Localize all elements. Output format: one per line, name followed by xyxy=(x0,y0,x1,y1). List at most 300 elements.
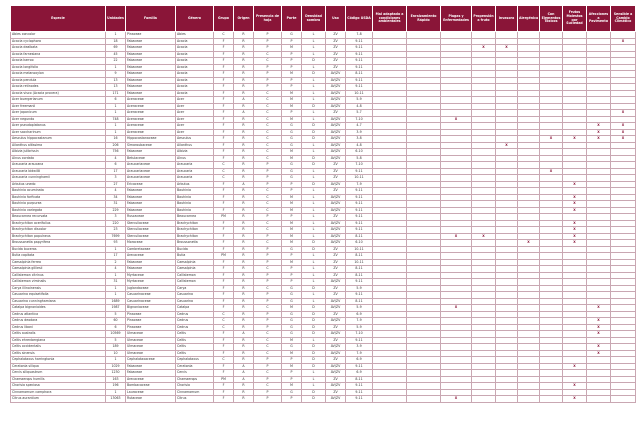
table-cell: AV/ZV xyxy=(326,116,346,123)
table-cell: 9-11 xyxy=(346,84,373,91)
table-cell: M xyxy=(282,240,302,247)
table-cell: X xyxy=(611,38,636,45)
table-cell: C xyxy=(254,227,282,234)
table-cell: G xyxy=(282,298,302,305)
table-cell: F xyxy=(214,64,234,71)
table-cell: 9-11 xyxy=(346,279,373,286)
table-cell: Celtis xyxy=(176,337,214,344)
column-header: Grupo xyxy=(214,6,234,32)
table-cell: L xyxy=(302,38,326,45)
table-cell: P xyxy=(254,162,282,169)
table-cell: M xyxy=(282,337,302,344)
table-cell: L xyxy=(302,376,326,383)
table-cell: Fabaceae xyxy=(126,201,176,208)
table-cell: F xyxy=(214,181,234,188)
table-cell: X xyxy=(441,233,472,240)
table-cell: P xyxy=(254,77,282,84)
table-cell: R xyxy=(234,279,254,286)
table-cell: X xyxy=(611,136,636,143)
table-cell: C xyxy=(254,142,282,149)
table-cell: L xyxy=(302,227,326,234)
table-cell: Caesalpinia gilliesii xyxy=(11,266,106,273)
table-cell: A xyxy=(234,181,254,188)
table-cell: X xyxy=(587,136,611,143)
species-table-sheet xyxy=(10,5,633,403)
table-cell: Cedrus atlantica xyxy=(11,311,106,318)
table-cell: F xyxy=(214,77,234,84)
table-cell: P xyxy=(282,272,302,279)
table-cell: ZV xyxy=(326,110,346,117)
table-cell: F xyxy=(214,84,234,91)
table-cell: X xyxy=(587,331,611,338)
table-cell: P xyxy=(254,389,282,396)
table-cell: F xyxy=(214,142,234,149)
table-cell: F xyxy=(214,90,234,97)
table-cell: 7-10 xyxy=(346,116,373,123)
column-header: Porte xyxy=(282,6,302,32)
table-cell: 220 xyxy=(106,220,126,227)
table-cell: 9-11 xyxy=(346,64,373,71)
table-cell: P xyxy=(254,279,282,286)
table-cell: AV/ZV xyxy=(326,123,346,130)
table-cell: 196 xyxy=(106,383,126,390)
table-cell: D xyxy=(302,71,326,78)
table-cell: F xyxy=(214,207,234,214)
table-cell: 6 xyxy=(106,162,126,169)
table-cell: 9-11 xyxy=(346,77,373,84)
table-cell: 4 xyxy=(106,266,126,273)
column-header: Origen xyxy=(234,6,254,32)
table-cell: A xyxy=(234,363,254,370)
table-cell: Araucaria araucana xyxy=(11,162,106,169)
table-cell: Araucaria xyxy=(176,168,214,175)
table-cell: Aesculus hippocastanum xyxy=(11,136,106,143)
table-cell: AV/ZV xyxy=(326,77,346,84)
table-cell: X xyxy=(563,181,587,188)
table-cell: X xyxy=(587,129,611,136)
table-cell: F xyxy=(214,233,234,240)
table-cell: M xyxy=(282,305,302,312)
table-cell: 756 xyxy=(106,149,126,156)
table-cell: R xyxy=(234,136,254,143)
table-cell: Aceraceae xyxy=(126,97,176,104)
table-cell: Caesalpinia ferrea xyxy=(11,259,106,266)
table-cell: 2 xyxy=(106,259,126,266)
table-cell: 60 xyxy=(106,318,126,325)
table-cell: Ailanthus xyxy=(176,142,214,149)
table-cell xyxy=(540,396,563,403)
table-cell: Acer saccharinum xyxy=(11,129,106,136)
table-cell: Celtis australis xyxy=(11,331,106,338)
table-cell: R xyxy=(234,168,254,175)
table-cell: 9-11 xyxy=(346,207,373,214)
table-cell: G xyxy=(282,129,302,136)
table-cell: Chorisia xyxy=(176,383,214,390)
table-cell: C xyxy=(254,123,282,130)
table-cell: D xyxy=(302,129,326,136)
table-cell: P xyxy=(254,363,282,370)
table-cell: F xyxy=(214,45,234,52)
table-cell: D xyxy=(302,311,326,318)
table-cell: Araucaria bidwillii xyxy=(11,168,106,175)
table-cell: Beaucarnea recurvata xyxy=(11,214,106,221)
table-cell: Acacia karroo xyxy=(11,58,106,65)
table-cell: Fabaceae xyxy=(126,194,176,201)
table-cell: AV/ZV xyxy=(326,370,346,377)
table-cell: F xyxy=(214,285,234,292)
table-cell: AV/ZV xyxy=(326,396,346,403)
table-cell: R xyxy=(234,305,254,312)
table-cell: P xyxy=(254,168,282,175)
table-cell: Fabaceae xyxy=(126,84,176,91)
table-cell: C xyxy=(214,318,234,325)
table-cell: Aceraceae xyxy=(126,110,176,117)
table-cell: R xyxy=(234,240,254,247)
table-cell: AV/ZV xyxy=(326,194,346,201)
table-cell: X xyxy=(563,194,587,201)
table-cell: Casuarina equisetifolia xyxy=(11,292,106,299)
table-cell: Juglandaceae xyxy=(126,285,176,292)
table-cell: L xyxy=(302,253,326,260)
table-cell: 18 xyxy=(106,38,126,45)
table-cell: Arecaceae xyxy=(126,376,176,383)
table-cell: 93 xyxy=(106,240,126,247)
table-cell: 4 xyxy=(106,155,126,162)
table-cell: L xyxy=(302,272,326,279)
table-cell: M xyxy=(282,350,302,357)
table-cell: L xyxy=(302,51,326,58)
table-cell: M xyxy=(282,97,302,104)
table-cell: L xyxy=(302,292,326,299)
table-cell: F xyxy=(214,396,234,403)
table-cell: R xyxy=(234,194,254,201)
column-header: Familia xyxy=(126,6,176,32)
table-cell: Acacia xyxy=(176,71,214,78)
table-cell: F xyxy=(214,123,234,130)
column-header: Afecciones a Pavimento xyxy=(587,6,611,32)
table-row xyxy=(11,396,636,403)
table-cell: Acer xyxy=(176,110,214,117)
table-cell: Aesculus xyxy=(176,136,214,143)
table-cell: Bauhinia xyxy=(176,201,214,208)
column-header: Especie xyxy=(11,6,106,32)
table-cell: P xyxy=(254,318,282,325)
table-cell: Brachychiton xyxy=(176,233,214,240)
table-cell: X xyxy=(563,363,587,370)
table-cell: P xyxy=(282,376,302,383)
table-cell: ZV xyxy=(326,311,346,318)
table-cell: G xyxy=(282,162,302,169)
table-cell: 3-9 xyxy=(346,344,373,351)
table-cell: 171 xyxy=(106,90,126,97)
table-cell: F xyxy=(214,389,234,396)
table-cell: Callistemon xyxy=(176,279,214,286)
table-cell: 5-9 xyxy=(346,324,373,331)
table-cell: D xyxy=(302,396,326,403)
table-cell: F xyxy=(214,279,234,286)
table-cell: C xyxy=(254,103,282,110)
table-cell: AV/ZV xyxy=(326,227,346,234)
table-cell: P xyxy=(254,214,282,221)
table-cell: 1029 xyxy=(106,363,126,370)
table-cell: P xyxy=(282,266,302,273)
table-cell: Broussonetia papyrifera xyxy=(11,240,106,247)
table-cell: X xyxy=(563,220,587,227)
table-cell: F xyxy=(214,337,234,344)
table-cell: F xyxy=(214,259,234,266)
column-header: Mal adaptado a condiciones ambientales xyxy=(373,6,407,32)
table-cell: L xyxy=(302,77,326,84)
table-cell: 9-11 xyxy=(346,389,373,396)
table-cell: 4-7 xyxy=(346,123,373,130)
table-cell: X xyxy=(611,123,636,130)
table-cell: L xyxy=(302,383,326,390)
table-cell: X xyxy=(563,207,587,214)
table-cell: 5-8 xyxy=(346,155,373,162)
table-cell: R xyxy=(234,389,254,396)
table-cell: X xyxy=(496,142,518,149)
table-cell: Pinaceae xyxy=(126,324,176,331)
table-cell: ZV xyxy=(326,32,346,39)
table-cell: Cedrus xyxy=(176,324,214,331)
table-cell: Acacia pendula xyxy=(11,77,106,84)
table-cell: Bauhinia forficata xyxy=(11,194,106,201)
table-cell: F xyxy=(214,292,234,299)
table-cell: Celtis sinensis xyxy=(11,350,106,357)
table-cell: Lauraceae xyxy=(126,389,176,396)
table-cell: AV/ZV xyxy=(326,129,346,136)
table-cell: 8-11 xyxy=(346,253,373,260)
table-cell: L xyxy=(302,207,326,214)
table-cell: M xyxy=(282,90,302,97)
table-cell: P xyxy=(254,324,282,331)
table-cell: P xyxy=(254,38,282,45)
table-cell: R xyxy=(234,357,254,364)
table-cell: Acacia melanoxylon xyxy=(11,71,106,78)
table-cell: P xyxy=(282,64,302,71)
table-cell: R xyxy=(234,64,254,71)
table-cell xyxy=(611,396,636,403)
table-cell: M xyxy=(282,155,302,162)
table-cell: ZV xyxy=(326,162,346,169)
table-cell: P xyxy=(282,370,302,377)
table-cell: 7-9 xyxy=(346,318,373,325)
table-cell: 10-11 xyxy=(346,175,373,182)
table-cell: ZV xyxy=(326,259,346,266)
table-cell: Fabaceae xyxy=(126,370,176,377)
table-cell: AV/ZV xyxy=(326,149,346,156)
table-cell: AV/ZV xyxy=(326,240,346,247)
table-cell: R xyxy=(234,344,254,351)
table-cell: Ceratonia siliqua xyxy=(11,363,106,370)
table-cell: D xyxy=(302,123,326,130)
table-cell: M xyxy=(282,201,302,208)
table-cell: AV/ZV xyxy=(326,71,346,78)
table-cell: Ulmaceae xyxy=(126,337,176,344)
table-cell: L xyxy=(302,116,326,123)
table-cell: C xyxy=(254,207,282,214)
table-cell: C xyxy=(254,58,282,65)
table-cell: C xyxy=(254,266,282,273)
table-cell: Albizia xyxy=(176,149,214,156)
table-cell: AV/ZV xyxy=(326,181,346,188)
table-cell: R xyxy=(234,116,254,123)
table-cell: P xyxy=(254,84,282,91)
table-cell: C xyxy=(254,149,282,156)
table-cell: 163 xyxy=(106,376,126,383)
table-cell: F xyxy=(214,331,234,338)
table-cell: 5-9 xyxy=(346,285,373,292)
table-cell: Sterculiaceae xyxy=(126,233,176,240)
table-cell: C xyxy=(214,311,234,318)
table-cell: Arbutus xyxy=(176,181,214,188)
table-cell: Rutaceae xyxy=(126,396,176,403)
table-cell: A xyxy=(234,376,254,383)
table-cell: 3 xyxy=(106,175,126,182)
table-cell: D xyxy=(302,363,326,370)
table-cell: Bauhinia purpurea xyxy=(11,201,106,208)
table-cell: X xyxy=(611,129,636,136)
table-cell: Arbutus unedo xyxy=(11,181,106,188)
table-cell: X xyxy=(518,240,540,247)
table-cell: Chorisia speciosa xyxy=(11,383,106,390)
table-cell: L xyxy=(302,279,326,286)
table-cell: F xyxy=(214,129,234,136)
table-cell: P xyxy=(282,51,302,58)
table-cell: Albizia julibrissin xyxy=(11,149,106,156)
table-cell: Myrtaceae xyxy=(126,279,176,286)
table-cell: 1 xyxy=(106,123,126,130)
table-cell: Acacia visco (Acacia procera) xyxy=(11,90,106,97)
table-cell: R xyxy=(234,292,254,299)
table-cell: Celtis occidentalis xyxy=(11,344,106,351)
table-cell: P xyxy=(282,188,302,195)
table-cell: C xyxy=(254,383,282,390)
table-cell: X xyxy=(587,350,611,357)
table-cell: C xyxy=(254,220,282,227)
table-cell: Simaroubaceae xyxy=(126,142,176,149)
table-cell: 4 xyxy=(106,188,126,195)
table-cell: Cedrus xyxy=(176,311,214,318)
column-header: Código USDA xyxy=(346,6,373,32)
table-cell: Broussonetia xyxy=(176,240,214,247)
table-cell: L xyxy=(302,64,326,71)
table-cell: 4-8 xyxy=(346,142,373,149)
table-cell: R xyxy=(234,175,254,182)
table-cell: F xyxy=(214,246,234,253)
table-cell: ZV xyxy=(326,285,346,292)
table-cell: Pinaceae xyxy=(126,32,176,39)
column-header: Alergénica xyxy=(518,6,540,32)
table-cell: L xyxy=(302,214,326,221)
table-cell: R xyxy=(234,324,254,331)
table-cell: P xyxy=(254,292,282,299)
table-cell xyxy=(496,396,518,403)
table-cell: X xyxy=(587,123,611,130)
table-cell: X xyxy=(611,110,636,117)
table-cell: 69 xyxy=(106,45,126,52)
table-cell: PM xyxy=(214,376,234,383)
table-cell: Fabaceae xyxy=(126,71,176,78)
table-cell: C xyxy=(254,370,282,377)
column-header: Densidad sombra xyxy=(302,6,326,32)
table-cell: ZV xyxy=(326,175,346,182)
table-cell: G xyxy=(282,318,302,325)
table-cell: 13 xyxy=(106,77,126,84)
table-cell: 1 xyxy=(106,272,126,279)
table-cell: D xyxy=(302,389,326,396)
table-cell: Chamaerops humilis xyxy=(11,376,106,383)
table-cell: C xyxy=(254,129,282,136)
table-cell: Casuarinaceae xyxy=(126,298,176,305)
table-cell: F xyxy=(214,272,234,279)
table-cell: G xyxy=(282,344,302,351)
table-cell: 6-10 xyxy=(346,149,373,156)
table-cell: Araucariaceae xyxy=(126,175,176,182)
table-cell: ZV xyxy=(326,272,346,279)
table-cell xyxy=(407,396,441,403)
table-cell: 1 xyxy=(106,64,126,71)
table-cell: 9-11 xyxy=(346,38,373,45)
table-cell: Bauhinia variegata xyxy=(11,207,106,214)
table-cell: L xyxy=(302,97,326,104)
table-cell: AV/ZV xyxy=(326,363,346,370)
table-cell: Bucida buceras xyxy=(11,246,106,253)
table-cell: Brachychiton xyxy=(176,227,214,234)
table-cell: ZV xyxy=(326,324,346,331)
table-cell: F xyxy=(214,51,234,58)
table-cell: Cedrus libani xyxy=(11,324,106,331)
table-cell: X xyxy=(563,136,587,143)
table-cell: Araucariaceae xyxy=(126,162,176,169)
table-cell: A xyxy=(234,331,254,338)
table-cell: F xyxy=(214,149,234,156)
column-header: Invasora xyxy=(496,6,518,32)
table-body xyxy=(11,32,636,403)
table-cell: P xyxy=(282,357,302,364)
table-cell: Fabaceae xyxy=(126,149,176,156)
table-cell: R xyxy=(234,311,254,318)
table-cell: D xyxy=(302,350,326,357)
table-cell: R xyxy=(234,350,254,357)
table-cell: X xyxy=(587,324,611,331)
table-cell: 7-10 xyxy=(346,331,373,338)
table-cell: 8-11 xyxy=(346,376,373,383)
table-cell: X xyxy=(563,201,587,208)
table-cell: ZV xyxy=(326,168,346,175)
table-cell: 1987 xyxy=(106,305,126,312)
table-cell: M xyxy=(282,233,302,240)
table-cell: P xyxy=(254,45,282,52)
table-cell: C xyxy=(254,240,282,247)
table-cell: D xyxy=(302,305,326,312)
table-cell: AV/ZV xyxy=(326,155,346,162)
table-cell: A xyxy=(234,110,254,117)
table-cell: Acer xyxy=(176,97,214,104)
table-cell: R xyxy=(234,220,254,227)
table-cell: Acacia retinodes xyxy=(11,84,106,91)
table-cell: ZV xyxy=(326,337,346,344)
table-cell: Celtis ehrenbergiana xyxy=(11,337,106,344)
table-cell: Callistemon citrinus xyxy=(11,272,106,279)
table-cell: Acacia xyxy=(176,58,214,65)
table-cell: P xyxy=(282,396,302,403)
table-cell: Aceraceae xyxy=(126,116,176,123)
table-cell: D xyxy=(302,318,326,325)
table-cell: D xyxy=(302,181,326,188)
table-cell: F xyxy=(214,58,234,65)
table-cell: Caesalpinia xyxy=(176,266,214,273)
